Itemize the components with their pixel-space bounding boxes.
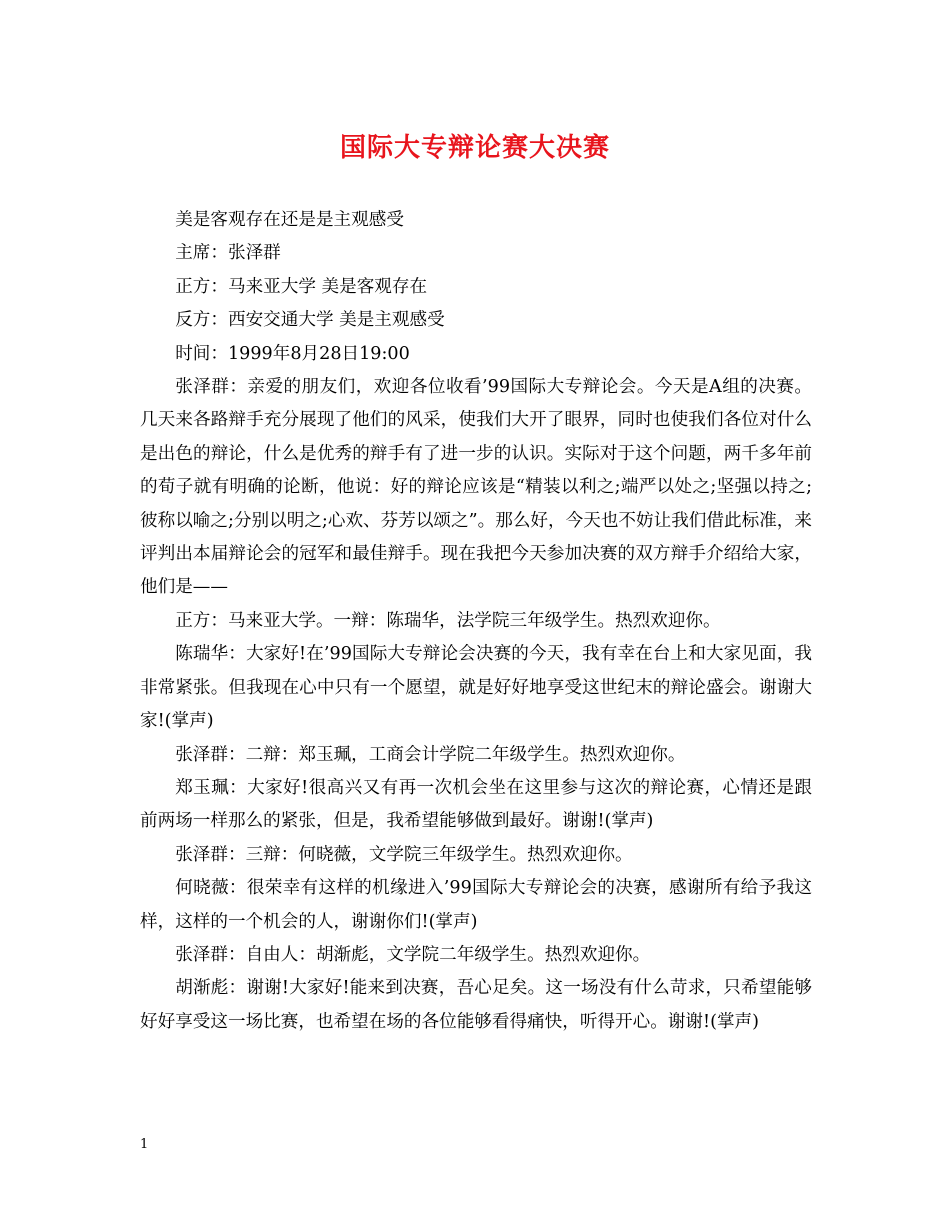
paragraph-negative: 反方：西安交通大学 美是主观感受 — [175, 310, 445, 331]
paragraph-second-speaker-intro: 张泽群：二辩：郑玉珮，工商会计学院二年级学生。热烈欢迎你。 — [175, 744, 686, 765]
page-number: 1 — [140, 1137, 149, 1152]
paragraph-time: 时间：1999年8月28日19:00 — [175, 343, 410, 364]
paragraph-first-speaker-intro: 正方：马来亚大学。一辩：陈瑞华，法学院三年级学生。热烈欢迎你。 — [175, 610, 721, 631]
paragraph-topic: 美是客观存在还是是主观感受 — [175, 210, 404, 230]
paragraph-opening-remarks: 张泽群：亲爱的朋友们，欢迎各位收看’99国际大专辩论会。今天是A组的决赛。几天来各路辩手充分展现了他们的风采，使我们大开了眼界，同时也使我们各位对什么是出色的辩论，什么是优秀的辩手有了进一步的认识。实际对于这个问题，两千多年前的荀子就有明确的论断，他说：好的辩论应该是“精装以利之;端严以处之;坚强以持之;彼称以喻之;分别以明之;心欢、芬芳以颂之”。那么好，今天也不妨让我们借此标准，来评判出本届辩论会的冠军和最佳辩手。现在我把今天参加决赛的双方辩手介绍给大家，他们是—— — [140, 377, 812, 598]
document-body — [140, 204, 812, 1039]
document-title: 国际大专辩论赛大决赛 — [339, 133, 610, 163]
paragraph-third-speaker-intro: 张泽群：三辩：何晓薇，文学院三年级学生。热烈欢迎你。 — [175, 844, 633, 865]
paragraph-free-speaker-intro: 张泽群：自由人：胡渐彪，文学院二年级学生。热烈欢迎你。 — [175, 944, 651, 965]
paragraph-free-speaker-speech: 胡渐彪：谢谢!大家好!能来到决赛，吾心足矣。这一场没有什么苛求，只希望能够好好享受这一场比赛，也希望在场的各位能够看得痛快，听得开心。谢谢!(掌声) — [140, 978, 812, 1032]
paragraph-second-speaker-speech: 郑玉珮：大家好!很高兴又有再一次机会坐在这里参与这次的辩论赛，心情还是跟前两场一样那么的紧张，但是，我希望能够做到最好。谢谢!(掌声) — [140, 777, 812, 832]
paragraph-chair: 主席：张泽群 — [175, 243, 281, 264]
paragraph-first-speaker-speech: 陈瑞华：大家好!在’99国际大专辩论会决赛的今天，我有幸在台上和大家见面，我非常紧张。但我现在心中只有一个愿望，就是好好地享受这世纪末的辩论盛会。谢谢大家!(掌声) — [140, 644, 812, 732]
paragraph-affirmative: 正方：马来亚大学 美是客观存在 — [175, 276, 428, 297]
paragraph-third-speaker-speech: 何晓薇：很荣幸有这样的机缘进入’99国际大专辩论会的决赛，感谢所有给予我这样，这样的一个机会的人，谢谢你们!(掌声) — [140, 878, 812, 932]
